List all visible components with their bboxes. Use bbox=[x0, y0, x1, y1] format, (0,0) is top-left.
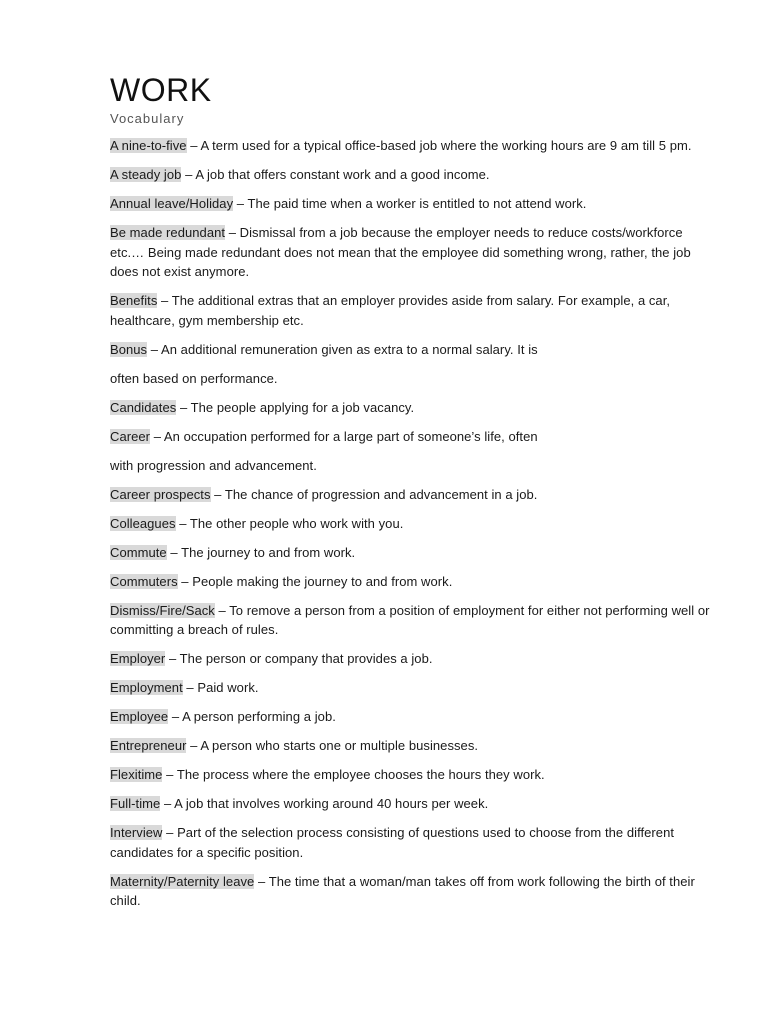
vocabulary-definition: often based on performance. bbox=[110, 370, 278, 386]
vocabulary-definition: – A job that involves working around 40 hours per week. bbox=[160, 796, 489, 811]
vocabulary-entry bbox=[110, 485, 720, 505]
vocabulary-term: Commuters bbox=[110, 573, 178, 589]
vocabulary-definition: – The time that a woman/man takes off from work following the birth of their child. bbox=[110, 873, 695, 908]
vocabulary-entry bbox=[110, 456, 720, 476]
vocabulary-entry bbox=[110, 427, 720, 447]
vocabulary-list bbox=[110, 136, 720, 911]
vocabulary-entry bbox=[110, 794, 720, 814]
vocabulary-entry bbox=[110, 649, 720, 669]
vocabulary-entry bbox=[110, 136, 720, 156]
vocabulary-term: Entrepreneur bbox=[110, 738, 187, 753]
vocabulary-term: Dismiss/Fire/Sack bbox=[110, 602, 215, 618]
vocabulary-term: Career prospects bbox=[110, 486, 211, 502]
vocabulary-definition: – The chance of progression and advancement in a job. bbox=[210, 486, 538, 502]
vocabulary-definition: – An additional remuneration given as extra to a normal salary. It is bbox=[147, 341, 538, 357]
vocabulary-definition: – The person or company that provides a job. bbox=[165, 651, 433, 666]
vocabulary-term: Employer bbox=[110, 651, 166, 666]
page-title: WORK bbox=[110, 72, 212, 108]
vocabulary-entry bbox=[110, 543, 720, 563]
vocabulary-term: Interview bbox=[110, 825, 163, 840]
vocabulary-entry bbox=[110, 165, 720, 185]
vocabulary-definition: – The journey to and from work. bbox=[166, 544, 356, 560]
vocabulary-term: Employment bbox=[110, 680, 183, 695]
vocabulary-entry bbox=[110, 601, 720, 640]
document-page bbox=[110, 70, 720, 920]
vocabulary-entry bbox=[110, 572, 720, 592]
vocabulary-definition: – The process where the employee chooses the hours they work. bbox=[162, 767, 545, 782]
vocabulary-definition: – A job that offers constant work and a good income. bbox=[181, 167, 490, 182]
page-subtitle: Vocabulary bbox=[110, 111, 185, 126]
vocabulary-entry bbox=[110, 736, 720, 756]
vocabulary-entry bbox=[110, 678, 720, 698]
vocabulary-entry bbox=[110, 291, 720, 330]
vocabulary-term: Maternity/Paternity leave bbox=[110, 873, 255, 889]
vocabulary-term: A steady job bbox=[110, 167, 182, 182]
vocabulary-definition: – A person who starts one or multiple businesses. bbox=[186, 738, 479, 753]
vocabulary-entry bbox=[110, 369, 720, 389]
vocabulary-term: Employee bbox=[110, 709, 169, 724]
vocabulary-entry bbox=[110, 823, 720, 862]
vocabulary-definition: – An occupation performed for a large part of someone’s life, often bbox=[150, 428, 538, 444]
vocabulary-entry bbox=[110, 398, 720, 418]
vocabulary-term: Annual leave/Holiday bbox=[110, 196, 234, 211]
vocabulary-entry bbox=[110, 707, 720, 727]
vocabulary-term: Flexitime bbox=[110, 767, 163, 782]
vocabulary-entry bbox=[110, 872, 720, 911]
vocabulary-term: Commute bbox=[110, 544, 167, 560]
vocabulary-definition: – The paid time when a worker is entitled to not attend work. bbox=[233, 196, 587, 211]
vocabulary-entry bbox=[110, 765, 720, 785]
vocabulary-definition: – A term used for a typical office-based job where the working hours are 9 am till 5 pm. bbox=[186, 138, 692, 153]
vocabulary-definition: with progression and advancement. bbox=[110, 457, 317, 473]
vocabulary-definition: – Part of the selection process consisting of questions used to choose from the different candidates for a specific position. bbox=[110, 825, 675, 860]
vocabulary-definition: – A person performing a job. bbox=[168, 709, 336, 724]
vocabulary-entry bbox=[110, 194, 720, 214]
vocabulary-term: Full-time bbox=[110, 796, 161, 811]
vocabulary-definition: – The other people who work with you. bbox=[175, 515, 404, 531]
vocabulary-term: Bonus bbox=[110, 341, 148, 357]
vocabulary-definition: – The additional extras that an employer provides aside from salary. For example, a car, healthcare, gym membership etc. bbox=[110, 293, 671, 328]
vocabulary-definition: – People making the journey to and from work. bbox=[177, 573, 453, 589]
vocabulary-term: Colleagues bbox=[110, 515, 176, 531]
vocabulary-term: Career bbox=[110, 428, 151, 444]
vocabulary-term: Benefits bbox=[110, 293, 158, 308]
vocabulary-term: A nine-to-five bbox=[110, 138, 187, 153]
vocabulary-definition: – To remove a person from a position of employment for either not performing well or committing a breach of rules. bbox=[110, 602, 710, 637]
vocabulary-entry bbox=[110, 514, 720, 534]
vocabulary-term: Be made redundant bbox=[110, 225, 226, 240]
vocabulary-entry bbox=[110, 340, 720, 360]
vocabulary-definition: – Paid work. bbox=[182, 680, 259, 695]
vocabulary-entry bbox=[110, 223, 720, 282]
vocabulary-definition: – Dismissal from a job because the employer needs to reduce costs/workforce etc.… Being made redundant does not mean that the employee did something wrong, rather, the job does not exist anymore. bbox=[110, 225, 691, 279]
vocabulary-definition: – The people applying for a job vacancy. bbox=[176, 399, 415, 415]
vocabulary-term: Candidates bbox=[110, 399, 177, 415]
